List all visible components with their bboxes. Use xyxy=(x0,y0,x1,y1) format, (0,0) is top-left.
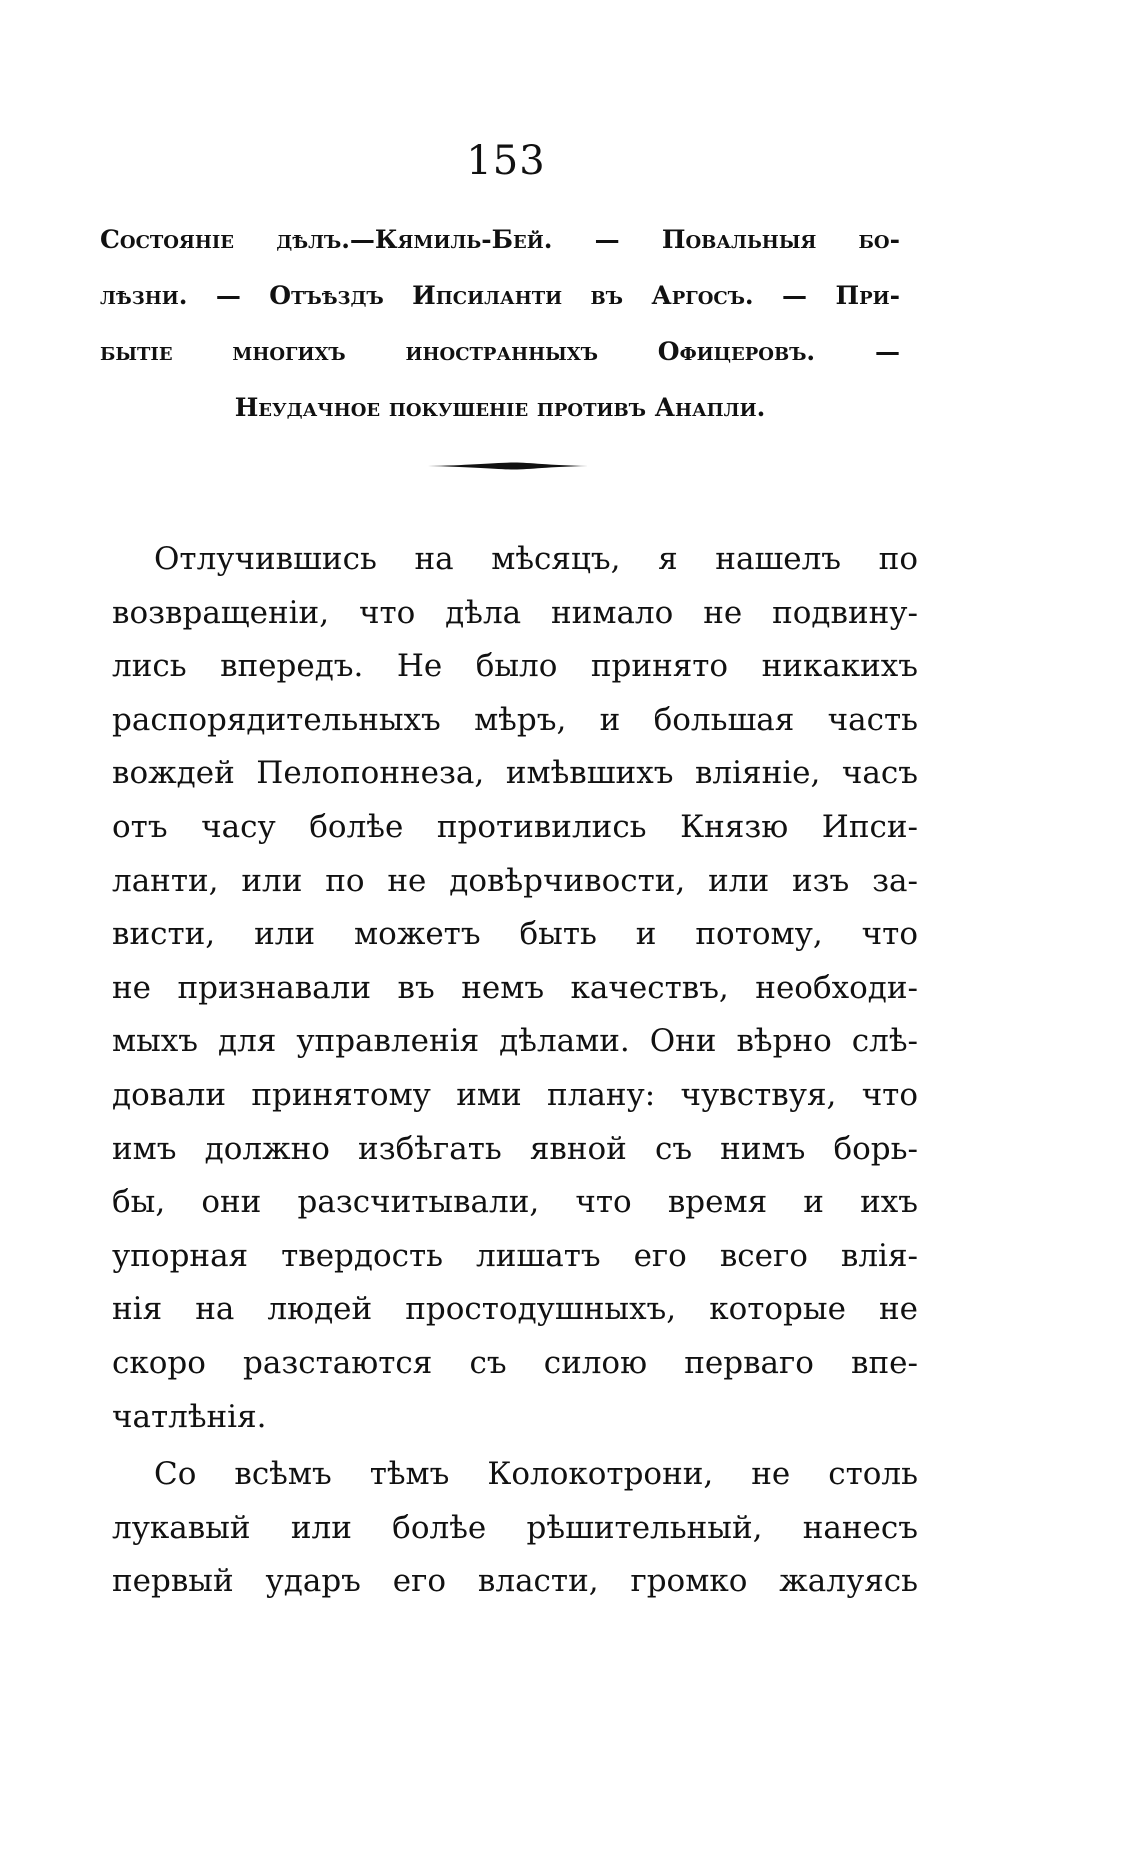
summary-line: лѣзни. — Отъѣздъ Ипсиланти въ Аргосъ. — При- xyxy=(100,281,900,310)
text-line: упорная твердость лишатъ его всего влія- xyxy=(112,1237,918,1274)
text-line: распорядительныхъ мѣръ, и большая часть xyxy=(112,701,918,738)
text-line: чатлѣнія. xyxy=(112,1398,267,1435)
text-line: висти, или можетъ быть и потому, что xyxy=(112,916,918,953)
text-line: вождей Пелопоннеза, имѣвшихъ вліяніе, часъ xyxy=(112,755,918,792)
summary-line: Состояніе дѣлъ.—Кямиль-Бей. — Повальныя бо- xyxy=(100,225,900,254)
text-line: Со всѣмъ тѣмъ Колокотрони, не столь xyxy=(154,1456,918,1493)
text-line: имъ должно избѣгать явной съ нимъ борь- xyxy=(112,1130,918,1167)
page-number: 153 xyxy=(466,138,546,184)
paragraph xyxy=(112,533,918,1444)
text-line: возвращеніи, что дѣла нимало не подвину- xyxy=(112,594,918,631)
text-line: первый ударъ его власти, громко жалуясь xyxy=(112,1563,918,1600)
text-line: скоро разстаются съ силою перваго впе- xyxy=(112,1344,918,1381)
chapter-summary xyxy=(100,212,900,436)
body-text xyxy=(112,533,918,1609)
text-line: довали принятому ими плану: чувствуя, что xyxy=(112,1076,918,1113)
text-line: отъ часу болѣе противились Князю Ипси- xyxy=(112,808,918,845)
text-line: Отлучившись на мѣсяцъ, я нашелъ по xyxy=(154,541,918,577)
text-line: лукавый или болѣе рѣшительный, нанесъ xyxy=(112,1509,918,1546)
text-line: бы, они разсчитывали, что время и ихъ xyxy=(112,1184,918,1221)
decorative-rule xyxy=(428,462,588,470)
summary-line: бытіе многихъ иностранныхъ Офицеровъ. — xyxy=(100,337,900,366)
text-line: не признавали въ немъ качествъ, необходи- xyxy=(112,969,918,1006)
text-line: мыхъ для управленія дѣлами. Они вѣрно слѣ- xyxy=(112,1023,918,1060)
text-line: лись впередъ. Не было принято никакихъ xyxy=(112,648,918,685)
paragraph xyxy=(112,1448,918,1609)
text-line: нія на людей простодушныхъ, которые не xyxy=(112,1291,918,1328)
summary-line: Неудачное покушеніе противъ Анапли. xyxy=(234,393,766,422)
text-line: ланти, или по не довѣрчивости, или изъ за- xyxy=(112,862,918,899)
